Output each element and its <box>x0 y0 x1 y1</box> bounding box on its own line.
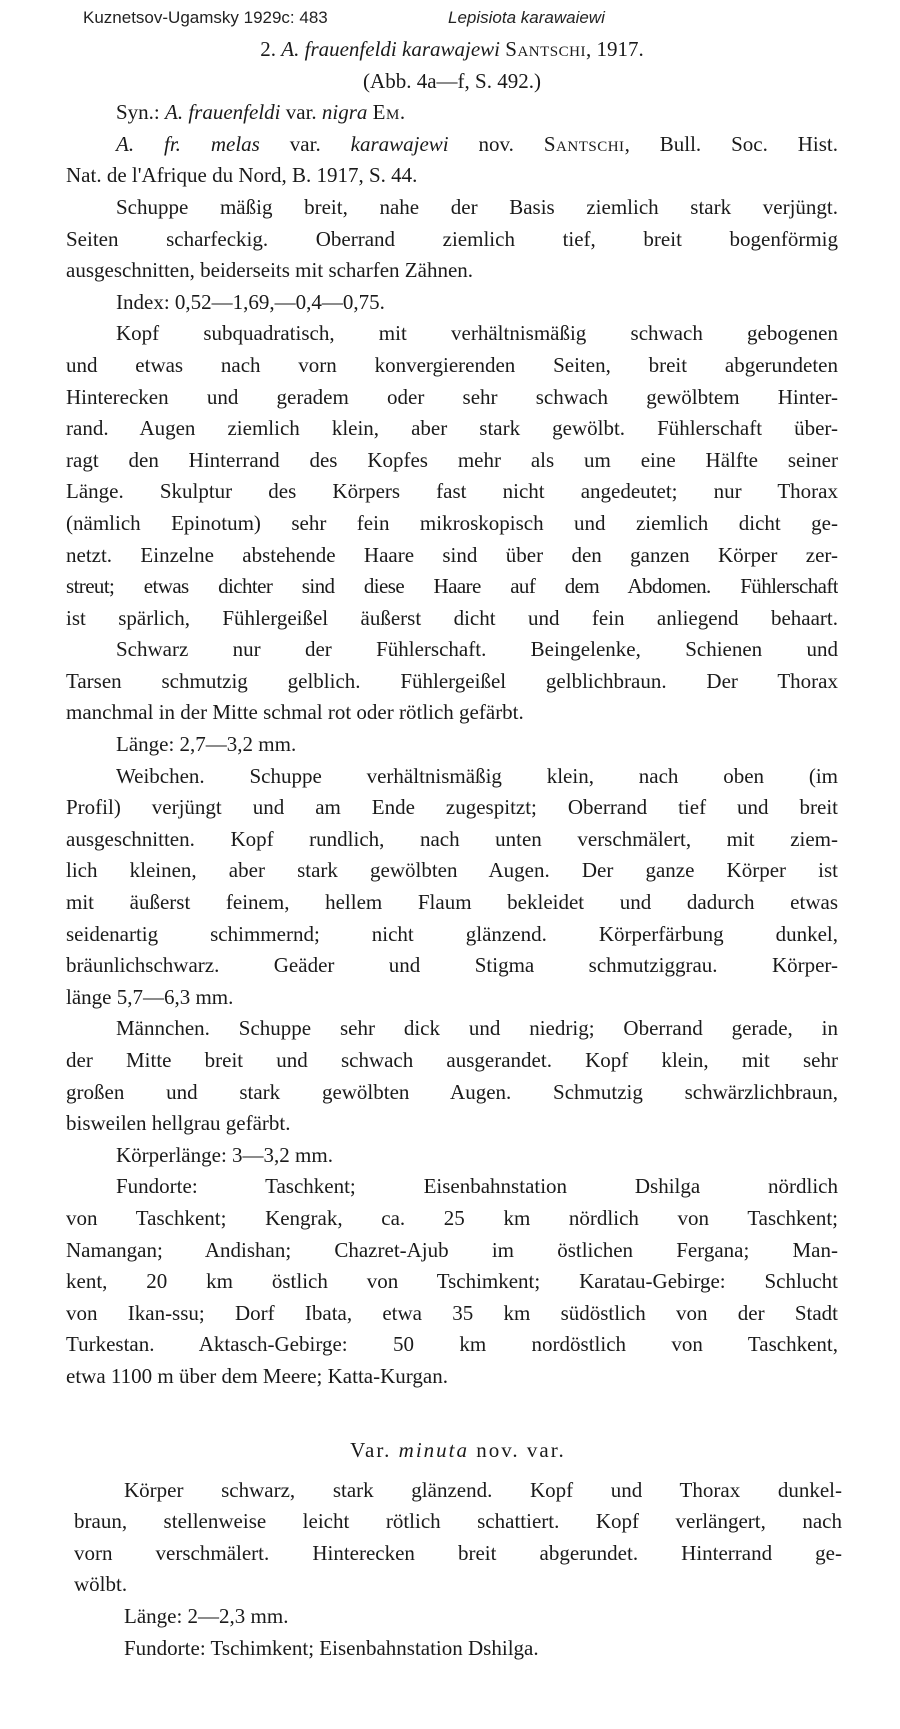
text-line: länge 5,7—6,3 mm. <box>66 984 234 1009</box>
text-line: Fundorte: Tschimkent; Eisenbahnstation Dshilga. <box>124 1635 539 1660</box>
text-line: lich kleinen, aber stark gewölbten Augen. Der ganze Körper ist <box>66 858 838 883</box>
text-line: Schuppe mäßig breit, nahe der Basis ziemlich stark verjüngt. <box>116 194 838 219</box>
text-line: mit äußerst feinem, hellem Flaum bekleidet und dadurch etwas <box>66 890 838 915</box>
text-line: großen und stark gewölbten Augen. Schmutzig schwärzlichbraun, <box>66 1079 838 1104</box>
figure-reference: (Abb. 4a—f, S. 492.) <box>363 68 541 93</box>
text-line: rand. Augen ziemlich klein, aber stark gewölbt. Fühlerschaft über- <box>66 416 838 441</box>
synonym-line-1: Syn.: A. frauenfeldi var. nigra Em. <box>116 100 406 125</box>
heading-author: Santschi <box>505 37 586 61</box>
text-line: Schwarz nur der Fühlerschaft. Beingelenke, Schienen und <box>116 637 838 662</box>
heading-number: 2. <box>260 37 282 61</box>
spacer <box>74 1467 842 1475</box>
text-line: Länge: 2,7—3,2 mm. <box>116 732 297 757</box>
text-line: kent, 20 km östlich von Tschimkent; Karatau-Gebirge: Schlucht <box>66 1269 838 1294</box>
heading-name: A. frauenfeldi karawajewi <box>281 37 506 61</box>
synonym-line-3: Nat. de l'Afrique du Nord, B. 1917, S. 44. <box>66 163 418 188</box>
text-line: Kopf subquadratisch, mit verhältnismäßig schwach gebogenen <box>116 321 838 346</box>
text-line: etwa 1100 m über dem Meere; Katta-Kurgan. <box>66 1363 448 1388</box>
text-line: Profil) verjüngt und am Ende zugespitzt; Oberrand tief und breit <box>66 795 838 820</box>
text-line: Hinterecken und geradem oder sehr schwach gewölbtem Hinter- <box>66 384 838 409</box>
header-species: Lepisiota karawaiewi <box>448 8 605 27</box>
text-line: Turkestan. Aktasch-Gebirge: 50 km nordöstlich von Taschkent, <box>66 1332 838 1357</box>
text-line: Seiten scharfeckig. Oberrand ziemlich tief, breit bogenförmig <box>66 226 838 251</box>
text-line: ragt den Hinterrand des Kopfes mehr als um eine Hälfte seiner <box>66 447 838 472</box>
text-line: seidenartig schimmernd; nicht glänzend. Körperfärbung dunkel, <box>66 921 838 946</box>
text-line: ausgeschnitten. Kopf rundlich, nach unten verschmälert, mit ziem- <box>66 826 838 851</box>
text-line: der Mitte breit und schwach ausgerandet. Kopf klein, mit sehr <box>66 1048 838 1072</box>
text-line: bräunlichschwarz. Geäder und Stigma schmutziggrau. Körper- <box>66 953 838 978</box>
text-line: Index: 0,52—1,69,—0,4—0,75. <box>116 289 385 314</box>
heading-year: , 1917. <box>585 37 644 61</box>
text-line: netzt. Einzelne abstehende Haare sind über den ganzen Körper zer- <box>66 542 838 567</box>
text-line: Weibchen. Schuppe verhältnismäßig klein, nach oben (im <box>116 763 838 788</box>
header-citation: Kuznetsov-Ugamsky 1929c: 483 <box>83 8 328 27</box>
text-line: von Ikan-ssu; Dorf Ibata, etwa 35 km südöstlich von der Stadt <box>66 1300 838 1325</box>
text-line: Länge: 2—2,3 mm. <box>124 1603 289 1628</box>
text-line: streut; etwas dichter sind diese Haare auf dem Abdomen. Fühlerschaft <box>66 574 838 599</box>
synonym-line-2: A. fr. melas var. karawajewi nov. Santschi, Bull. Soc. Hist. <box>116 131 838 156</box>
text-line: ausgeschnitten, beiderseits mit scharfen Zähnen. <box>66 258 474 283</box>
text-line: Körper schwarz, stark glänzend. Kopf und Thorax dunkel- <box>124 1477 842 1502</box>
text-line: Körperlänge: 3—3,2 mm. <box>116 1142 333 1167</box>
text-line: und etwas nach vorn konvergierenden Seiten, breit abgerundeten <box>66 352 838 377</box>
variety-heading: Var. minuta nov. var. <box>350 1438 566 1462</box>
text-line: bisweilen hellgrau gefärbt. <box>66 1111 291 1136</box>
text-line: Namangan; Andishan; Chazret-Ajub im östlichen Fergana; Man- <box>66 1237 838 1262</box>
text-line: von Taschkent; Kengrak, ca. 25 km nördlich von Taschkent; <box>66 1205 838 1230</box>
text-line: Männchen. Schuppe sehr dick und niedrig; Oberrand gerade, in <box>116 1016 838 1041</box>
variety-section <box>74 1435 842 1664</box>
text-line: wölbt. <box>74 1572 128 1597</box>
text-line: Fundorte: Taschkent; Eisenbahnstation Dshilga nördlich <box>116 1174 838 1199</box>
text-line: manchmal in der Mitte schmal rot oder rötlich gefärbt. <box>66 700 524 725</box>
text-line: (nämlich Epinotum) sehr fein mikroskopisch und ziemlich dicht ge- <box>66 510 838 535</box>
text-line: vorn verschmälert. Hinterecken breit abgerundet. Hinterrand ge- <box>74 1540 842 1565</box>
text-line: Tarsen schmutzig gelblich. Fühlergeißel gelblichbraun. Der Thorax <box>66 668 838 693</box>
species-heading <box>66 34 838 66</box>
text-line: Länge. Skulptur des Körpers fast nicht angedeutet; nur Thorax <box>66 479 838 504</box>
main-text <box>66 34 838 1393</box>
text-line: ist spärlich, Fühlergeißel äußerst dicht und fein anliegend behaart. <box>66 605 838 630</box>
text-line: braun, stellenweise leicht rötlich schattiert. Kopf verlängert, nach <box>74 1509 842 1534</box>
